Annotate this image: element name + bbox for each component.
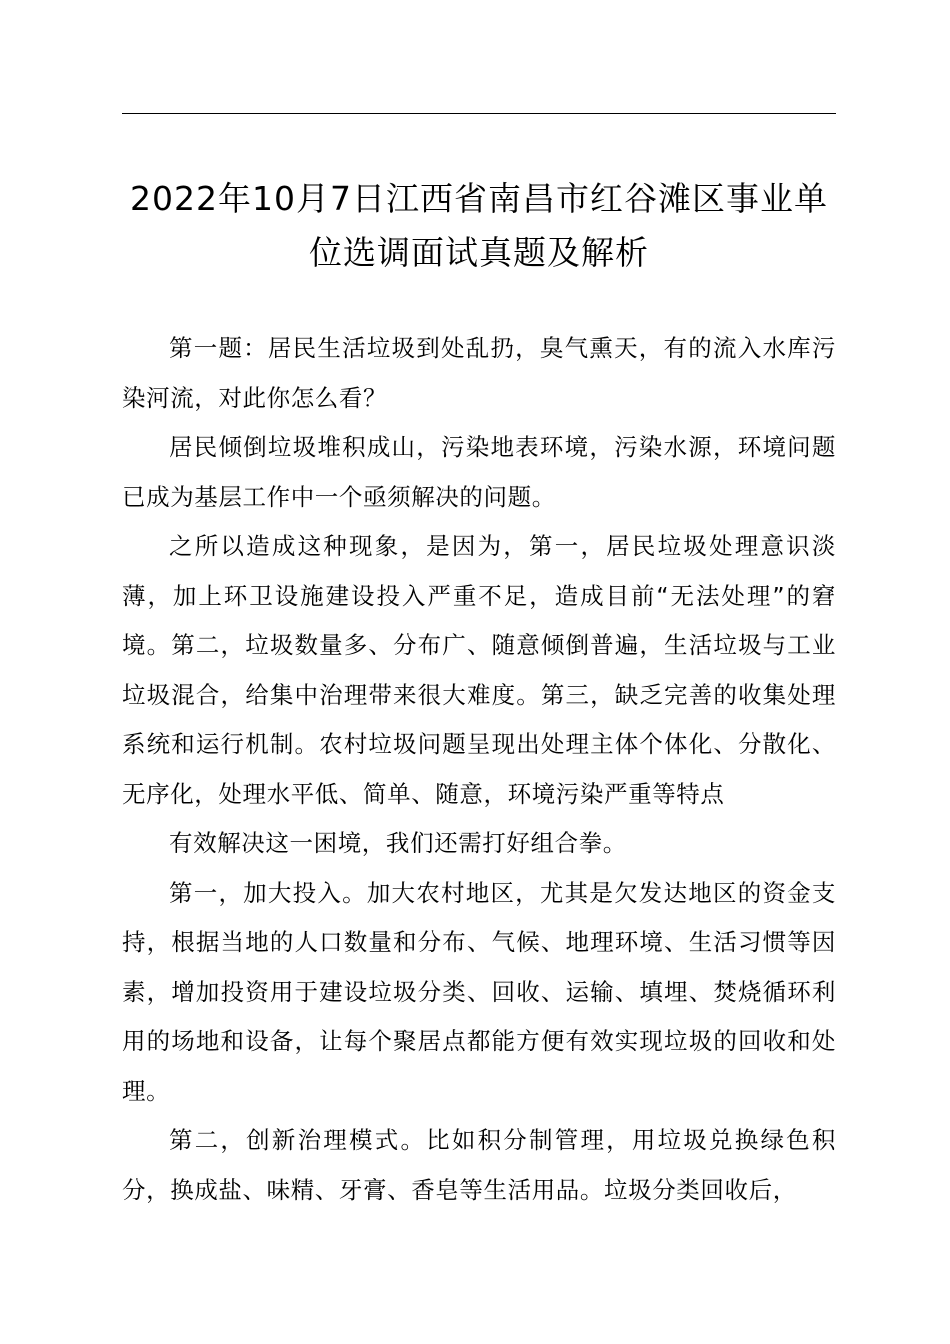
paragraph-measure-2: 第二，创新治理模式。比如积分制管理，用垃圾兑换绿色积分，换成盐、味精、牙膏、香皂等生活用品。垃圾分类回收后， [122, 1126, 836, 1204]
paragraph-question-1: 第一题：居民生活垃圾到处乱扔，臭气熏天，有的流入水库污染河流，对此你怎么看？ [122, 334, 836, 412]
paragraph-intro: 居民倾倒垃圾堆积成山，污染地表环境，污染水源，环境问题已成为基层工作中一个亟须解决的问题。 [122, 433, 836, 511]
paragraph-causes: 之所以造成这种现象，是因为，第一，居民垃圾处理意识淡薄，加上环卫设施建设投入严重不足，造成目前“无法处理”的窘境。第二，垃圾数量多、分布广、随意倾倒普遍，生活垃圾与工业垃圾混合，给集中治理带来很大难度。第三，缺乏完善的收集处理系统和运行机制。农村垃圾问题呈现出处理主体个体化、分散化、无序化，处理水平低、简单、随意，环境污染严重等特点 [122, 532, 836, 808]
paragraph-solution-lead: 有效解决这一困境，我们还需打好组合拳。 [169, 829, 627, 857]
header-rule [122, 113, 836, 114]
document-body [122, 324, 836, 1215]
paragraph-measure-1: 第一，加大投入。加大农村地区，尤其是欠发达地区的资金支持，根据当地的人口数量和分布、气候、地理环境、生活习惯等因素，增加投资用于建设垃圾分类、回收、运输、填埋、焚烧循环利用的场地和设备，让每个聚居点都能方便有效实现垃圾的回收和处理。 [122, 878, 836, 1105]
document-title: 2022年10月7日江西省南昌市红谷滩区事业单位选调面试真题及解析 [130, 179, 828, 272]
